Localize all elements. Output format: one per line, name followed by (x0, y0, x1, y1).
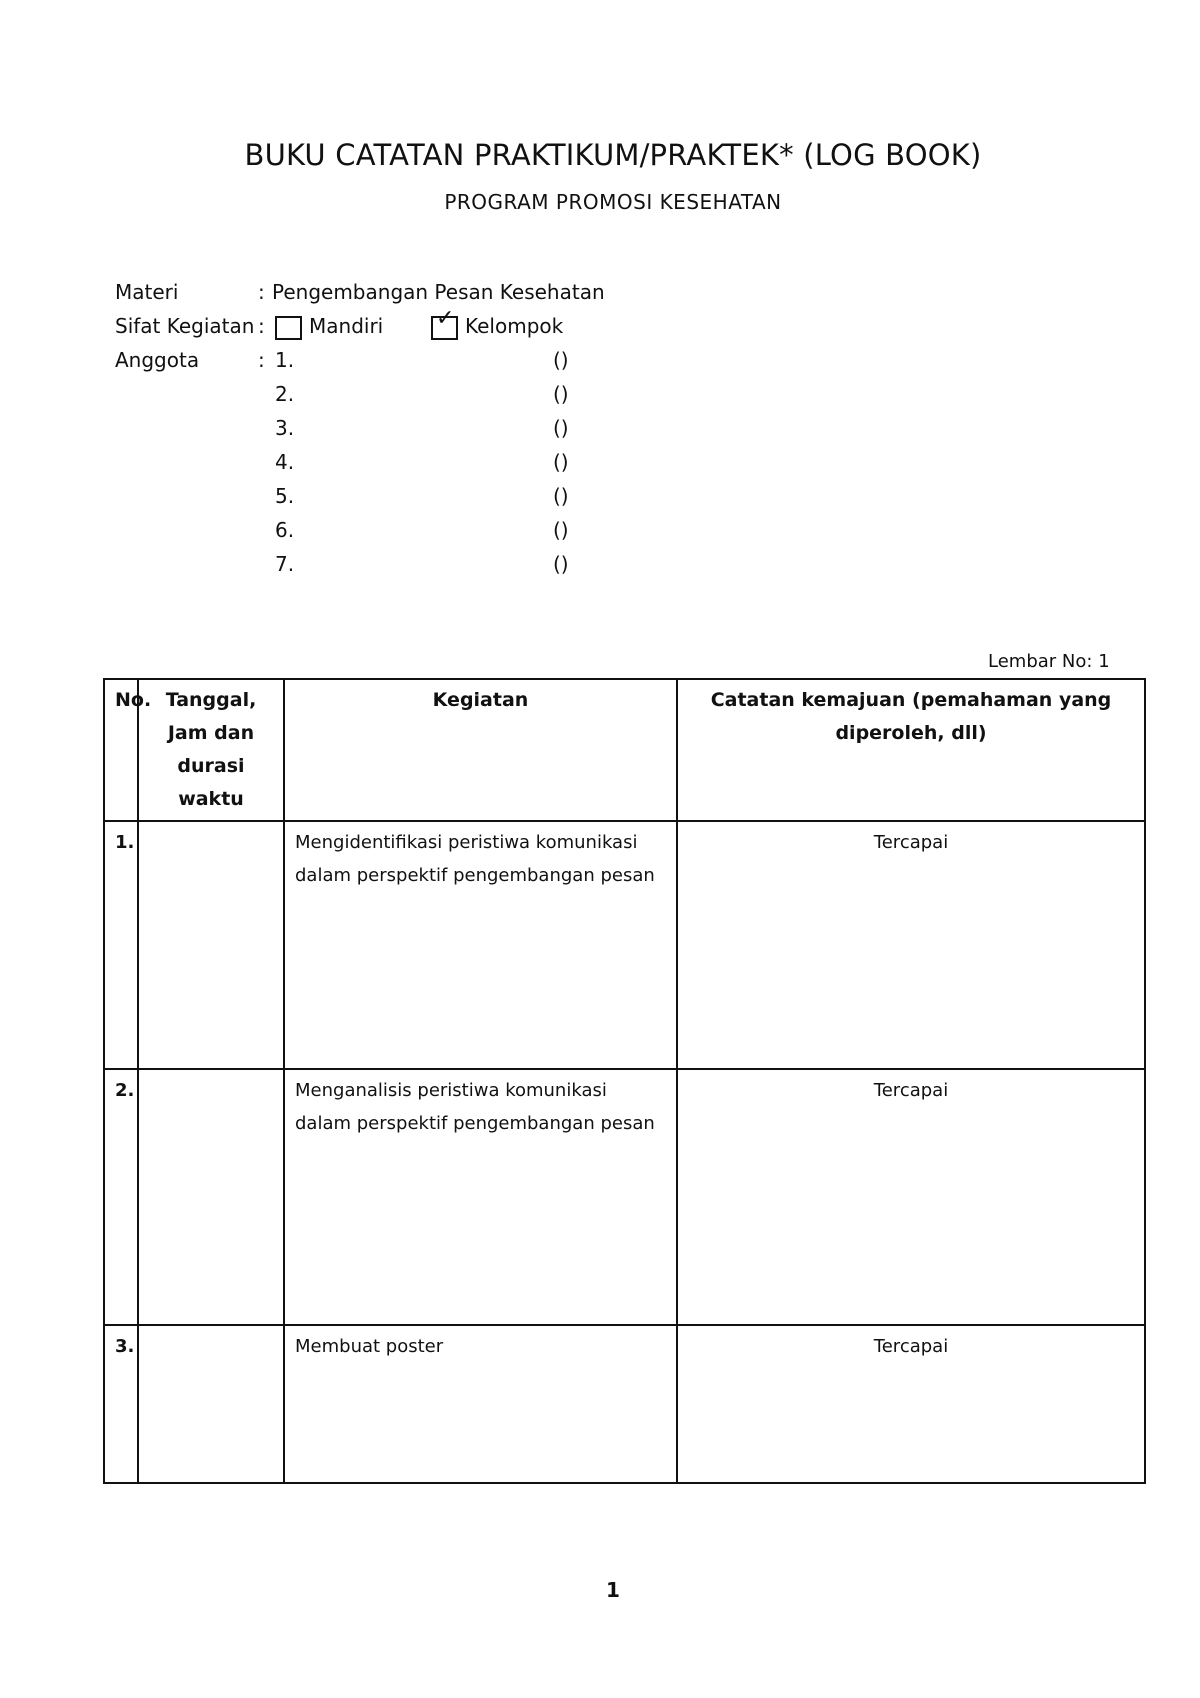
row-date (138, 821, 284, 1069)
log-table (103, 678, 1146, 1484)
header-no: No. (104, 679, 138, 821)
materi-colon: : (258, 280, 265, 304)
header-activity: Kegiatan (284, 679, 677, 821)
kelompok-checkbox[interactable] (431, 306, 458, 340)
kelompok-label: Kelompok (465, 314, 564, 338)
member-name-placeholder: () (553, 450, 569, 474)
anggota-label: Anggota (115, 348, 200, 372)
sheet-number (988, 651, 1110, 672)
member-name-placeholder: () (553, 348, 569, 372)
table-row (104, 1069, 1145, 1325)
row-number: 1. (104, 821, 138, 1069)
member-name-placeholder: () (553, 518, 569, 542)
member-name-placeholder: () (553, 416, 569, 440)
member-number: 6. (275, 518, 295, 542)
header-date: Tanggal, Jam dan durasi waktu (138, 679, 284, 821)
mandiri-label: Mandiri (309, 314, 384, 338)
member-number: 3. (275, 416, 295, 440)
header-progress-note: Catatan kemajuan (pemahaman yang diperoleh, dll) (677, 679, 1145, 821)
member-name-placeholder: () (553, 484, 569, 508)
row-activity: Mengidentifikasi peristiwa komunikasi dalam perspektif pengembangan pesan (284, 821, 677, 1069)
materi-label: Materi (115, 280, 179, 304)
row-number: 2. (104, 1069, 138, 1325)
mandiri-checkbox[interactable] (275, 316, 302, 340)
row-progress-note: Tercapai (677, 1325, 1145, 1483)
table-header-row (104, 679, 1145, 821)
row-progress-note: Tercapai (677, 821, 1145, 1069)
row-date (138, 1325, 284, 1483)
member-number: 7. (275, 552, 295, 576)
row-number: 3. (104, 1325, 138, 1483)
member-number: 4. (275, 450, 295, 474)
table-row (104, 821, 1145, 1069)
member-number: 2. (275, 382, 295, 406)
row-progress-note: Tercapai (677, 1069, 1145, 1325)
row-activity: Menganalisis peristiwa komunikasi dalam perspektif pengembangan pesan (284, 1069, 677, 1325)
sifat-label: Sifat Kegiatan (115, 314, 255, 338)
member-name-placeholder: () (553, 382, 569, 406)
anggota-colon: : (258, 348, 265, 372)
table-row (104, 1325, 1145, 1483)
materi-value: Pengembangan Pesan Kesehatan (272, 280, 605, 304)
row-date (138, 1069, 284, 1325)
sheet-number-value: 1 (1098, 651, 1110, 672)
page-number: 1 (606, 1578, 620, 1602)
row-activity: Membuat poster (284, 1325, 677, 1483)
document-title: BUKU CATATAN PRAKTIKUM/PRAKTEK* (LOG BOOK) (244, 138, 982, 172)
member-number: 5. (275, 484, 295, 508)
document-subtitle: PROGRAM PROMOSI KESEHATAN (444, 190, 782, 214)
checkmark-icon: ✓ (436, 306, 455, 331)
member-name-placeholder: () (553, 552, 569, 576)
sifat-colon: : (258, 314, 265, 338)
member-number: 1. (275, 348, 295, 372)
sheet-number-label: Lembar No: (988, 651, 1093, 672)
